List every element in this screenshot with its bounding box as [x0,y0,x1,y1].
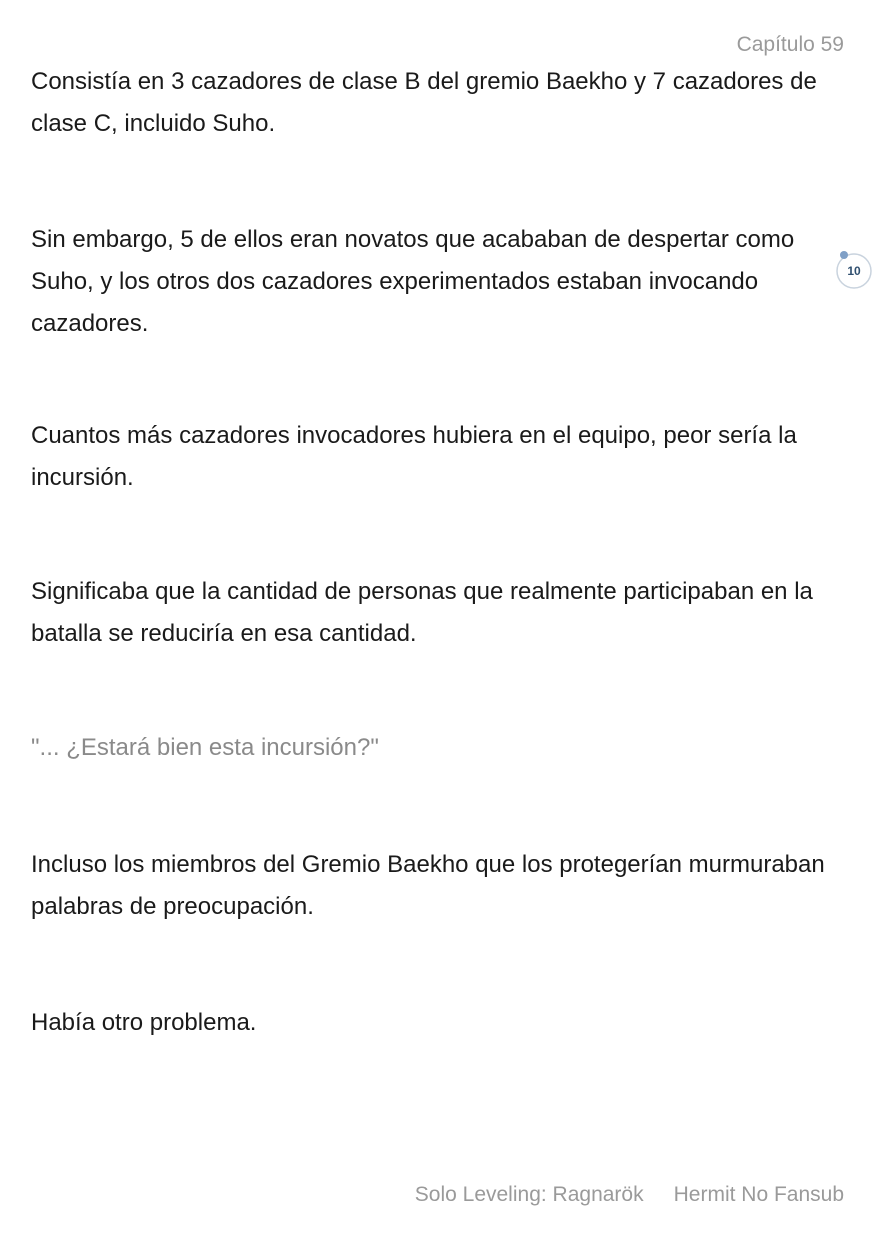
dialogue-paragraph: "... ¿Estará bien esta incursión?" [31,734,379,761]
progress-value: 10 [847,264,861,278]
chapter-label: Capítulo 59 [736,33,844,56]
paragraph: Consistía en 3 cazadores de clase B del gremio Baekho y 7 cazadores de clase C, incluido Suho. [31,68,817,137]
book-title: Solo Leveling: Ragnarök [414,1183,644,1206]
reading-progress-badge[interactable] [836,253,872,289]
paragraph: Sin embargo, 5 de ellos eran novatos que acababan de despertar como Suho, y los otros dos cazadores experimentados estaban invocando cazadores. [31,226,795,337]
paragraph: Incluso los miembros del Gremio Baekho que los protegerían murmuraban palabras de preocupación. [31,851,825,920]
translator-credit: Hermit No Fansub [673,1183,844,1206]
paragraph: Había otro problema. [31,1009,257,1036]
paragraph: Cuantos más cazadores invocadores hubiera en el equipo, peor sería la incursión. [31,422,797,491]
paragraph: Significaba que la cantidad de personas que realmente participaban en la batalla se reduciría en esa cantidad. [31,578,813,647]
footer [385,1183,844,1207]
